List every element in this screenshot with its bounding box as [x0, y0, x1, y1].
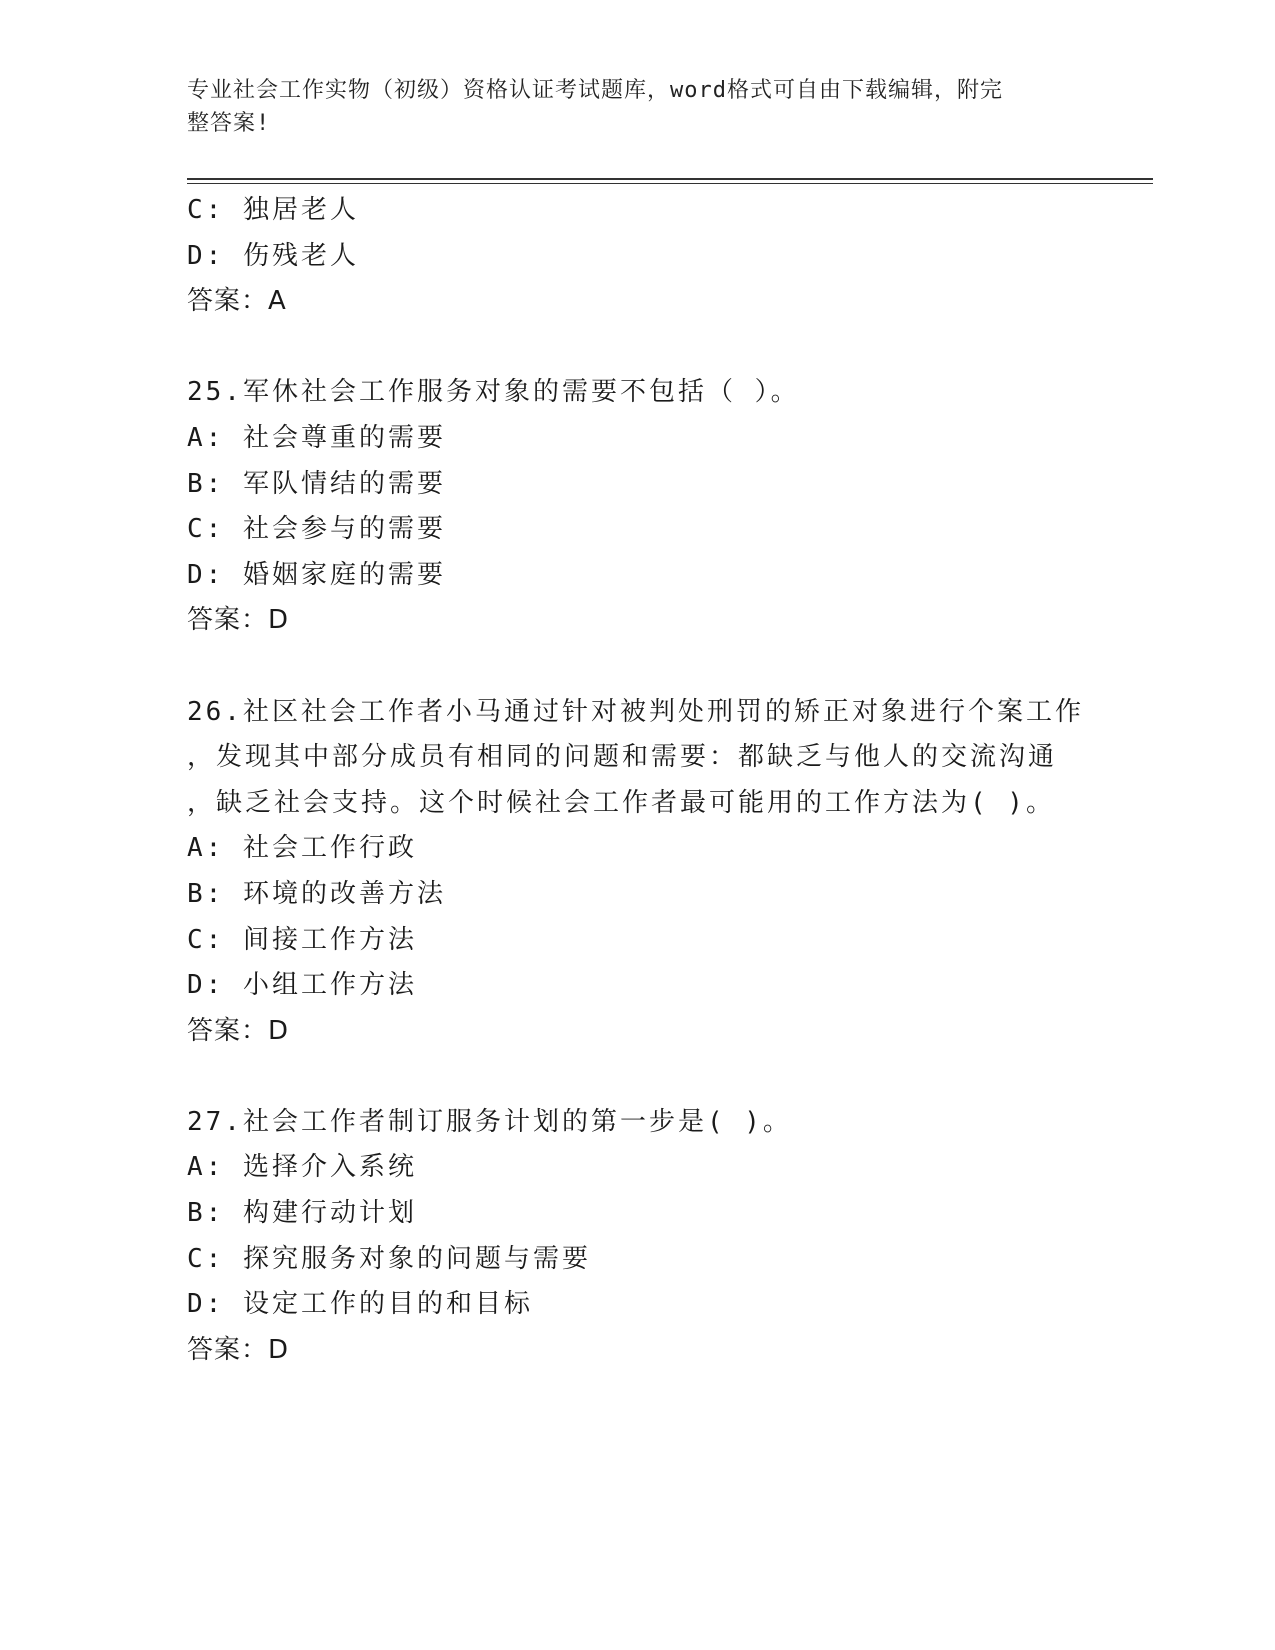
- option-b: B: 构建行动计划: [187, 1198, 417, 1229]
- question-stem-continued: ，发现其中部分成员有相同的问题和需要：都缺乏与他人的交流沟通: [187, 742, 1058, 773]
- question-26: [187, 690, 1147, 1055]
- header-line-1: 专业社会工作实物（初级）资格认证考试题库，word格式可自由下载编辑，附完: [187, 78, 1003, 103]
- question-stem: 27.社会工作者制订服务计划的第一步是( )。: [187, 1106, 792, 1137]
- header-rule-thick: [187, 178, 1153, 180]
- answer: 答案：D: [187, 1015, 290, 1046]
- header-rule-thin: [187, 183, 1153, 184]
- question-stem: 26.社区社会工作者小马通过针对被判处刑罚的矫正对象进行个案工作: [187, 696, 1084, 727]
- document-header: [187, 74, 1087, 140]
- option-d: D: 设定工作的目的和目标: [187, 1289, 533, 1320]
- option-a: A: 社会尊重的需要: [187, 422, 446, 453]
- option-b: B: 环境的改善方法: [187, 878, 446, 909]
- header-line-2: 整答案!: [187, 111, 271, 136]
- question-stem-continued: ，缺乏社会支持。这个时候社会工作者最可能用的工作方法为( )。: [187, 787, 1055, 818]
- option-b: B: 军队情结的需要: [187, 468, 446, 499]
- option-d: D: 小组工作方法: [187, 970, 417, 1001]
- spacer: [187, 325, 1147, 371]
- option-a: A: 选择介入系统: [187, 1152, 417, 1183]
- answer: 答案：A: [187, 286, 287, 317]
- spacer: [187, 644, 1147, 690]
- option-d: D: 伤残老人: [187, 240, 359, 271]
- option-a: A: 社会工作行政: [187, 833, 417, 864]
- spacer: [187, 1054, 1147, 1100]
- question-content: [187, 188, 1147, 1373]
- option-d: D: 婚姻家庭的需要: [187, 559, 446, 590]
- answer: 答案：D: [187, 605, 290, 636]
- option-c: C: 间接工作方法: [187, 924, 417, 955]
- question-stem: 25.军休社会工作服务对象的需要不包括（ ）。: [187, 377, 800, 408]
- question-25: [187, 370, 1147, 644]
- option-c: C: 独居老人: [187, 195, 359, 225]
- answer: 答案：D: [187, 1334, 290, 1365]
- option-c: C: 社会参与的需要: [187, 514, 446, 545]
- option-c: C: 探究服务对象的问题与需要: [187, 1243, 591, 1274]
- continued-question: [187, 188, 1147, 325]
- question-27: [187, 1100, 1147, 1374]
